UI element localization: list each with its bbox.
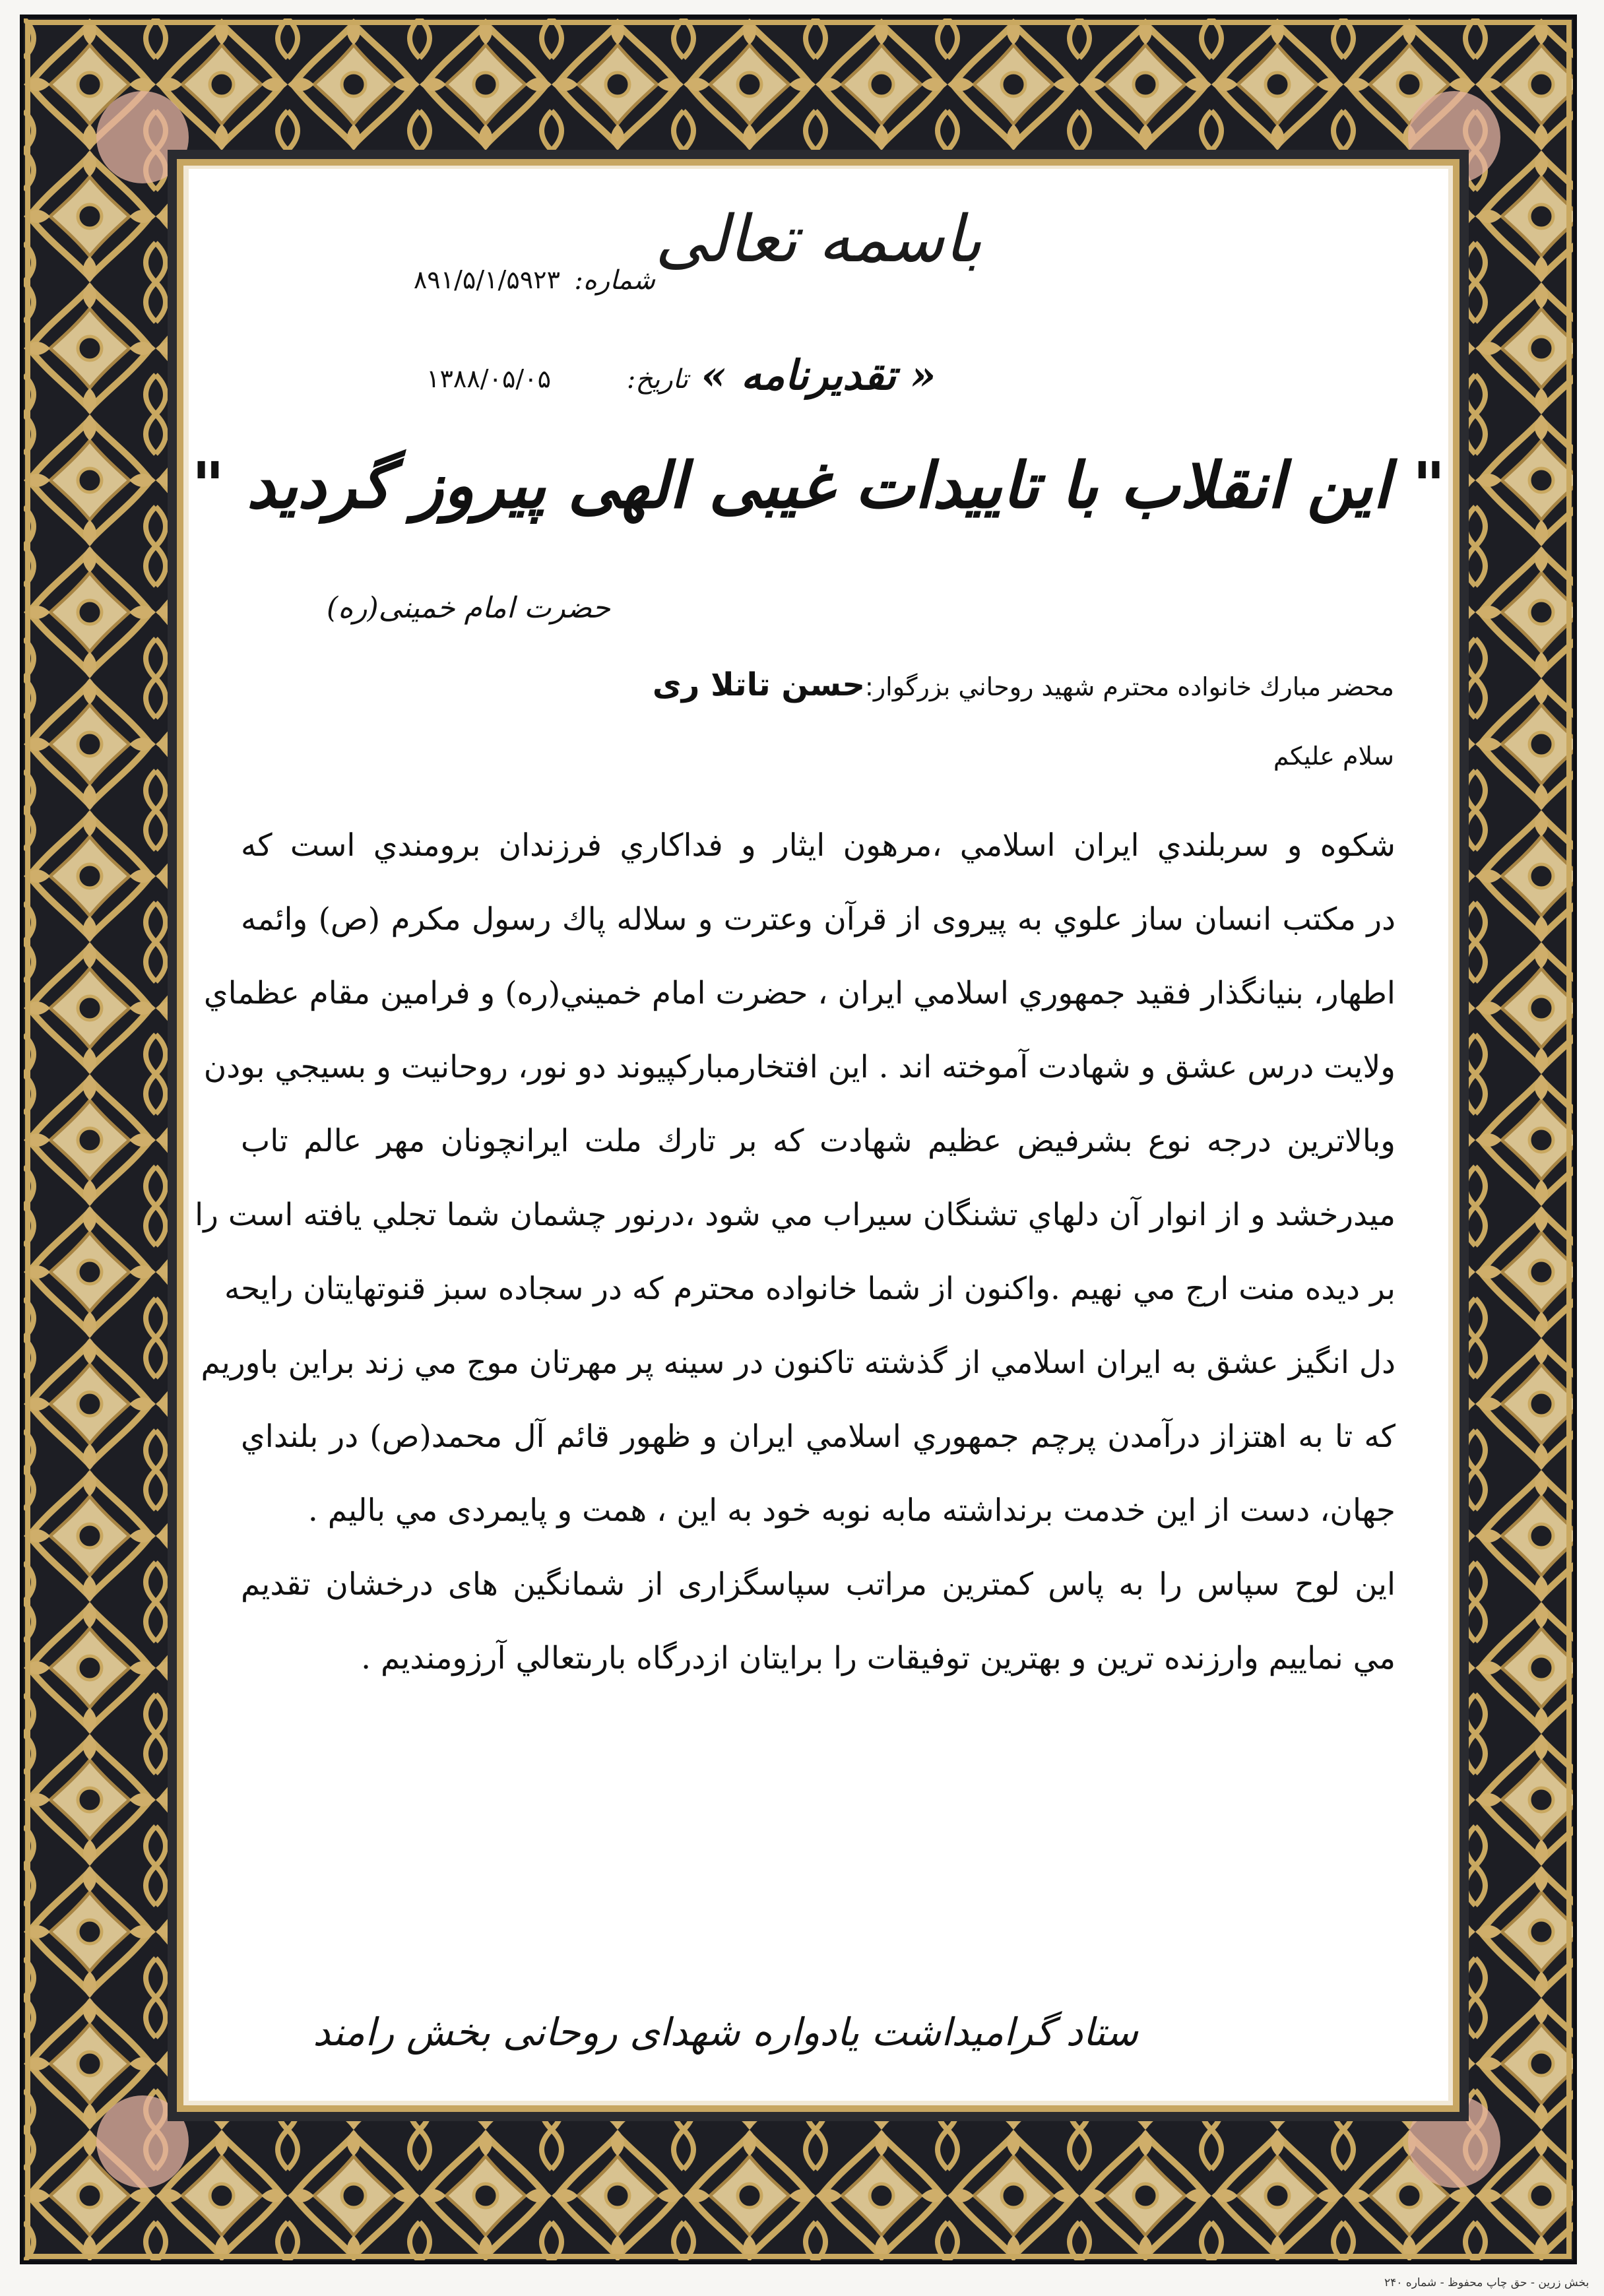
date-label: تاریخ: — [626, 364, 688, 395]
number-label: شماره: — [574, 265, 655, 296]
body-line: جهان، دست از اين خدمت برنداشته مابه نوبه خود به اين ، همت و پايمردی مي باليم . — [307, 1492, 1395, 1529]
recipient-line — [653, 666, 1394, 703]
quote-attribution: حضرت امام خمینی(ره) — [327, 591, 610, 625]
body-line: كه تا به اهتزاز درآمدن پرچم جمهوري اسلامي ايران و ظهور قائم آل محمد(ص) در بلنداي — [241, 1419, 1395, 1455]
body-line: ولايت درس عشق و شهادت آموخته اند . اين افتخارمباركپيوند دو نور، روحانيت و بسيجي بودن — [203, 1049, 1395, 1085]
certificate-paper — [189, 169, 1448, 2101]
number-value: ۸۹۱/۵/۱/۵۹۲۳ — [413, 265, 560, 294]
body-line: مي نماييم وارزنده ترين و بهترين توفيقات را برايتان ازدرگاه بارىتعالي آرزومنديم . — [361, 1640, 1395, 1676]
quote-text: " این انقلاب با تاییدات غیبی الهی پیروز گردید " — [191, 449, 1446, 523]
recipient-name: حسن تاتلا ری — [652, 666, 866, 703]
body-line: اطهار، بنيانگذار فقيد جمهوري اسلامي ايران ، حضرت امام خميني(ره) و فرامين مقام عظماي — [203, 975, 1395, 1011]
certificate-title: « تقدیرنامه » — [701, 351, 936, 399]
issuing-organization: ستاد گرامیداشت یادواره شهدای روحانی بخش رامند — [313, 2010, 1138, 2055]
body-line: شكوه و سربلندي ايران اسلامي ،مرهون ايثار و فداكاري فرزندان برومندي است كه — [241, 827, 1396, 864]
body-line: دل انگيز عشق به ايران اسلامي از گذشته تاكنون در سينه پر مهرتان موج مي زند براين باوريم — [201, 1345, 1395, 1381]
body-line: بر ديده منت ارج مي نهيم .واكنون از شما خانواده محترم كه در سجاده سبز قنوتهايتان رايحه — [224, 1271, 1395, 1307]
date-value: ۱۳۸۸/۰۵/۰۵ — [426, 364, 551, 393]
body-line: ميدرخشد و از انوار آن دلهاي تشنگان سيراب مي شود ،درنور چشمان شما تجلي يافته است را — [195, 1197, 1395, 1233]
print-note: بخش زرين - حق چاپ محفوظ - شماره ۲۴۰ — [1384, 2276, 1589, 2289]
bismillah-heading: باسمه تعالی — [655, 202, 982, 277]
body-line: اين لوح سپاس را به پاس كمترين مراتب سپاسگزاری از شمانگين های درخشان تقديم — [241, 1566, 1395, 1603]
greeting: سلام عليكم — [1273, 742, 1394, 771]
body-line: در مكتب انسان ساز علوي به پيروی از قرآن وعترت و سلاله پاك رسول مكرم (ص) وائمه — [241, 901, 1395, 938]
recipient-prefix: محضر مبارك خانواده محترم شهيد روحاني بزرگوار: — [865, 672, 1394, 701]
body-line: وبالاترين درجه نوع بشرفيض عظيم شهادت كه بر تارك ملت ايرانچونان مهر عالم تاب — [241, 1123, 1395, 1159]
